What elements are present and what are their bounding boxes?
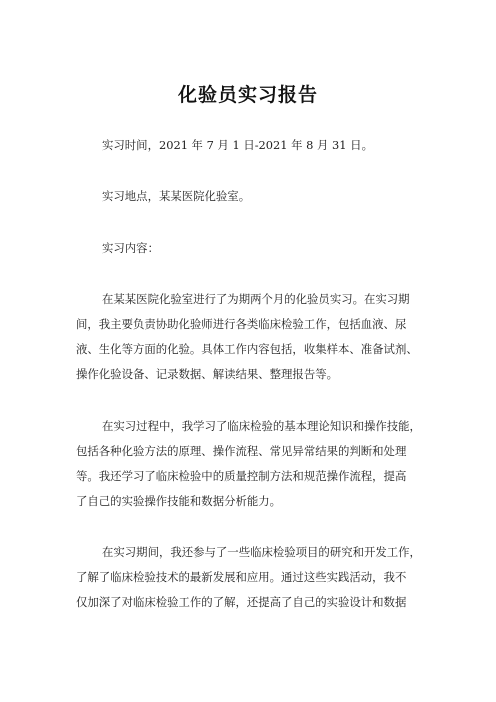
- paragraph-line: 实习内容：: [102, 241, 159, 255]
- paragraph-line: 实习地点，某某医院化验室。: [102, 189, 251, 203]
- paragraph-line: 等。我还学习了临床检验中的质量控制方法和规范操作流程，提高: [76, 469, 407, 483]
- paragraph-line: 操作化验设备、记录数据、解读结果、整理报告等。: [76, 367, 338, 381]
- paragraph-line: 了自己的实验操作技能和数据分析能力。: [76, 494, 282, 508]
- document-title: 化验员实习报告: [177, 84, 318, 106]
- paragraph-line: 间，我主要负责协助化验师进行各类临床检验工作，包括血液、尿: [76, 317, 407, 331]
- paragraph-line: 在某某医院化验室进行了为期两个月的化验员实习。在实习期: [102, 292, 410, 306]
- paragraph-line: 在实习过程中，我学习了临床检验的基本理论知识和操作技能，: [102, 419, 421, 433]
- paragraph-line: 在实习期间，我还参与了一些临床检验项目的研究和开发工作，: [102, 545, 421, 559]
- paragraph-line: 仅加深了对临床检验工作的了解，还提高了自己的实验设计和数据: [76, 595, 407, 609]
- paragraph-line: 液、生化等方面的化验。具体工作内容包括，收集样本、准备试剂、: [76, 342, 418, 356]
- paragraph-line: 了解了临床检验技术的最新发展和应用。通过这些实践活动，我不: [76, 570, 407, 584]
- paragraph-line: 包括各种化验方法的原理、操作流程、常见异常结果的判断和处理: [76, 444, 407, 458]
- paragraph-line: 实习时间，2021 年 7 月 1 日-2021 年 8 月 31 日。: [102, 138, 373, 152]
